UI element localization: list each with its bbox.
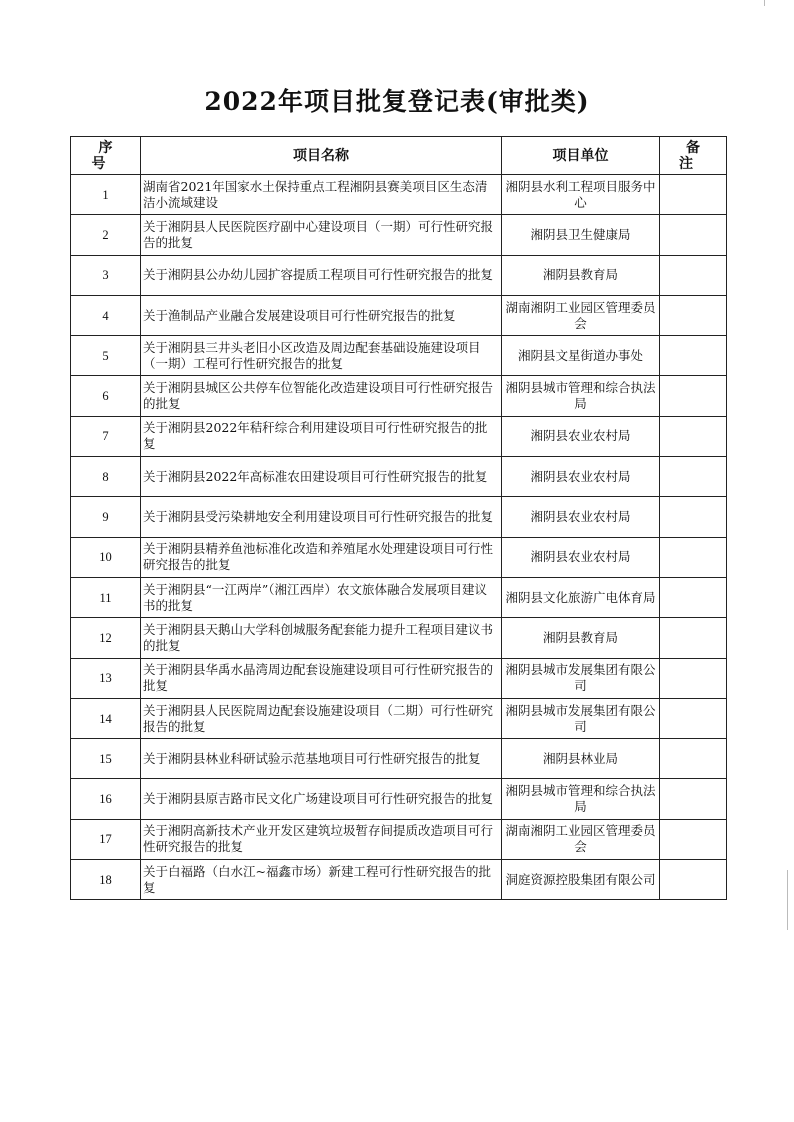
project-name: 湖南省2021年国家水土保持重点工程湘阴县赛美项目区生态清洁小流域建设 [141, 175, 502, 215]
remark [660, 255, 727, 295]
table-row [71, 295, 727, 335]
project-unit: 湘阴县农业农村局 [502, 537, 660, 577]
row-number: 3 [71, 255, 141, 295]
project-unit: 洞庭资源控股集团有限公司 [502, 860, 660, 900]
row-number: 15 [71, 739, 141, 779]
row-number: 14 [71, 698, 141, 738]
remark [660, 577, 727, 617]
project-name: 关于湘阴县天鹅山大学科创城服务配套能力提升工程项目建议书的批复 [141, 618, 502, 658]
project-unit: 湘阴县文化旅游广电体育局 [502, 577, 660, 617]
row-number: 1 [71, 175, 141, 215]
project-name: 关于湘阴县华禹水晶湾周边配套设施建设项目可行性研究报告的批复 [141, 658, 502, 698]
project-name: 关于湘阴县人民医院医疗副中心建设项目（一期）可行性研究报告的批复 [141, 215, 502, 255]
remark [660, 739, 727, 779]
project-unit: 湘阴县水利工程项目服务中心 [502, 175, 660, 215]
project-name: 关于湘阴县城区公共停车位智能化改造建设项目可行性研究报告的批复 [141, 376, 502, 416]
project-name: 关于渔制品产业融合发展建设项目可行性研究报告的批复 [141, 295, 502, 335]
row-number: 17 [71, 819, 141, 859]
table-row [71, 336, 727, 376]
project-unit: 湖南湘阴工业园区管理委员会 [502, 819, 660, 859]
project-unit: 湘阴县城市管理和综合执法局 [502, 779, 660, 819]
table-row [71, 860, 727, 900]
project-name: 关于湘阴高新技术产业开发区建筑垃圾暂存间提质改造项目可行性研究报告的批复 [141, 819, 502, 859]
table-row [71, 537, 727, 577]
project-name: 关于湘阴县林业科研试验示范基地项目可行性研究报告的批复 [141, 739, 502, 779]
project-name: 关于湘阴县三井头老旧小区改造及周边配套基础设施建设项目（一期）工程可行性研究报告的批复 [141, 336, 502, 376]
page-title: 2022年项目批复登记表(审批类) [204, 87, 590, 116]
project-unit: 湘阴县城市发展集团有限公司 [502, 658, 660, 698]
row-number: 5 [71, 336, 141, 376]
table-body [71, 175, 727, 900]
table-row [71, 658, 727, 698]
project-name: 关于湘阴县2022年秸秆综合利用建设项目可行性研究报告的批复 [141, 416, 502, 456]
table-row [71, 497, 727, 537]
project-unit: 湘阴县农业农村局 [502, 457, 660, 497]
remark [660, 618, 727, 658]
remark [660, 416, 727, 456]
row-number: 12 [71, 618, 141, 658]
project-unit: 湘阴县卫生健康局 [502, 215, 660, 255]
remark [660, 658, 727, 698]
project-name: 关于湘阴县原吉路市民文化广场建设项目可行性研究报告的批复 [141, 779, 502, 819]
remark [660, 698, 727, 738]
row-number: 7 [71, 416, 141, 456]
table-row [71, 416, 727, 456]
row-number: 13 [71, 658, 141, 698]
project-name: 关于湘阴县“一江两岸”（湘江西岸）农文旅体融合发展项目建议书的批复 [141, 577, 502, 617]
scan-mark-top [764, 0, 765, 6]
column-header-note: 备 注 [660, 137, 727, 175]
column-header-unit: 项目单位 [502, 137, 660, 175]
project-unit: 湘阴县农业农村局 [502, 497, 660, 537]
table-row [71, 215, 727, 255]
column-header-name: 项目名称 [141, 137, 502, 175]
project-name: 关于湘阴县公办幼儿园扩容提质工程项目可行性研究报告的批复 [141, 255, 502, 295]
project-unit: 湘阴县教育局 [502, 255, 660, 295]
row-number: 10 [71, 537, 141, 577]
scan-mark-right [787, 870, 788, 930]
remark [660, 860, 727, 900]
table-row [71, 739, 727, 779]
remark [660, 295, 727, 335]
remark [660, 336, 727, 376]
project-name: 关于湘阴县2022年高标准农田建设项目可行性研究报告的批复 [141, 457, 502, 497]
remark [660, 819, 727, 859]
table-header-row [71, 137, 727, 175]
remark [660, 497, 727, 537]
remark [660, 215, 727, 255]
remark [660, 457, 727, 497]
project-name: 关于湘阴县受污染耕地安全利用建设项目可行性研究报告的批复 [141, 497, 502, 537]
row-number: 8 [71, 457, 141, 497]
remark [660, 779, 727, 819]
table-row [71, 698, 727, 738]
approval-register-table [70, 136, 727, 900]
row-number: 9 [71, 497, 141, 537]
table-row [71, 577, 727, 617]
project-name: 关于湘阴县人民医院周边配套设施建设项目（二期）可行性研究报告的批复 [141, 698, 502, 738]
row-number: 2 [71, 215, 141, 255]
project-unit: 湘阴县教育局 [502, 618, 660, 658]
project-unit: 湖南湘阴工业园区管理委员会 [502, 295, 660, 335]
table-row [71, 819, 727, 859]
column-header-seq: 序 号 [71, 137, 141, 175]
project-unit: 湘阴县城市管理和综合执法局 [502, 376, 660, 416]
remark [660, 175, 727, 215]
table-row [71, 779, 727, 819]
project-unit: 湘阴县农业农村局 [502, 416, 660, 456]
table-row [71, 175, 727, 215]
remark [660, 376, 727, 416]
project-name: 关于湘阴县精养鱼池标准化改造和养殖尾水处理建设项目可行性研究报告的批复 [141, 537, 502, 577]
table-row [71, 255, 727, 295]
row-number: 4 [71, 295, 141, 335]
table-row [71, 376, 727, 416]
project-unit: 湘阴县城市发展集团有限公司 [502, 698, 660, 738]
row-number: 11 [71, 577, 141, 617]
remark [660, 537, 727, 577]
project-unit: 湘阴县文星街道办事处 [502, 336, 660, 376]
row-number: 16 [71, 779, 141, 819]
table-row [71, 457, 727, 497]
project-unit: 湘阴县林业局 [502, 739, 660, 779]
row-number: 6 [71, 376, 141, 416]
row-number: 18 [71, 860, 141, 900]
project-name: 关于白福路（白水江~福鑫市场）新建工程可行性研究报告的批复 [141, 860, 502, 900]
table-row [71, 618, 727, 658]
